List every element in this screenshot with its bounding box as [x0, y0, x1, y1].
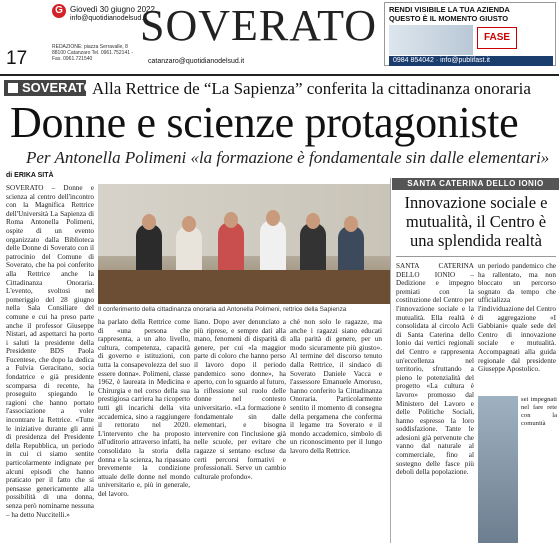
newspaper-email: info@quotidianodelsud.it	[70, 15, 147, 22]
newspaper-logo-icon: G	[52, 4, 66, 18]
sidebar-section-label: SANTA CATERINA DELLO IONIO	[392, 178, 559, 190]
ad-brand-logo: FASE	[477, 27, 517, 49]
ad-subheadline: QUESTO È IL MOMENTO GIUSTO	[389, 14, 509, 23]
photo-person	[338, 226, 364, 270]
city-email: catanzaro@quotidianodelsud.it	[148, 58, 245, 65]
sidebar-headline: Innovazione sociale e mutualità, il Centro è una splendida realtà	[404, 193, 548, 250]
ad-image	[389, 25, 473, 55]
article-column-2: ha parlato della Rettrice come di «una persona che rappresenta, a un alto livello, cultura, competenza, capacità di governo e istituzioni, con tutta la consapevolezza del suo essere donna». Polimeni, classe 1962, è laureata in Medicina e Chirurgia e nel corso della sua prestigiosa carriera ha ricoperto tutti gli incarichi della vita accademica, sino a raggiungere il rettorato nel 2020. L'intervento che ha proposto all'uditorio attraverso infatti, ha consolidato la storia della donna e la scienza, ha ripassato brevemente la condizione attuale delle donne nel mondo universitario e, più in generale, del lavoro.	[98, 318, 190, 498]
article-column-1: SOVERATO – Donne e scienza al centro dell'incontro con la Magnifica Rettrice dell'Università La Sapienza di Roma Antonella Polimeni, ospite di un evento organizzato dalla Biblioteca delle Donne di Soverato con il patrocinio del Comune di Soverato, che ha poi conferito alla Rettrice anche la Cittadinanza Onoraria. L'evento, svoltosi nel pomeriggio del 28 giugno nella Sala Consiliare del comune e cui ha preso parte anche il professor Giuseppe Nistari, ad aspettarci ha porto i saluti la presidente della Presidente BDS Paola Fucentese, che dopo la dedica a Fulvia Geracitano, socia fondatrice e già presidente scomparsa di recente, ha proseguito spiegando le ragioni che hanno portato l'associazione a voler incontrare la Rettrice. «Tutte le iniziative durante gli anni di presidenza del Presidente della Repubblica, un periodo in cui ci siamo sentite particolarmente indignate per alcuni episodi che hanno praticato per il fatto che si pensasse genericamente alla possibilità di una donna, senza però nominarne nessuna – ha detto Nuccitelli.»	[6, 184, 94, 519]
advertisement[interactable]	[384, 2, 556, 66]
article-kicker	[0, 78, 559, 98]
photo-person-head	[224, 212, 238, 228]
article-subheadline: Per Antonella Polimeni «la formazione è fondamentale sin dalle elementari»	[26, 148, 550, 167]
sidebar-column-3: sei impegnati nel fare rete con la comunità	[521, 396, 557, 428]
issue-date: Giovedì 30 giugno 2022	[70, 5, 155, 14]
photo-person-head	[266, 210, 280, 226]
page-header	[0, 0, 559, 72]
sidebar-column-1: SANTA CATERINA DELLO IONIO – Dedizione e impegno premiati con la costituzione del Centro per l'innovazione sociale e la mutualità. Ella realtà è consolidata al circolo Acli di Santa Caterina dello Ionio dai vertici regionali del Centro e rappresenta un'eccellenza nel territorio, sfruttando a pieno le potenzialità del progetto «La cultura è lavoro» promosso dal Ministero del Lavoro e delle Politiche Sociali, hanno espresso la loro soddisfazione. Tante le adesioni già pervenute che vanno dal naturale al commerciale, fino al sostegno delle fasce più deboli della popolazione.	[396, 262, 474, 477]
photo-table	[98, 270, 390, 304]
article-headline: Donne e scienze protagoniste	[10, 98, 519, 147]
photo-person	[218, 222, 244, 270]
photo-person-head	[142, 214, 156, 230]
sidebar-column-2: un periodo pandemico che ha rallentato, ma non bloccato un percorso sognato da tempo che ufficializza l'individuazione del Centro di aggregazione «I Gabbiani» quale sede del Centro di innovazione sociale e mutualità. Accompagnati alla guida regionale dal presidente Giuseppe Apostolico.	[478, 262, 556, 374]
article-column-3: liano. Dopo aver denunciato a più riprese, e sempre dati alla mano, fenomeni di disparità di genere, per cui «la maggior parte di coloro che hanno perso il lavoro dopo il periodo pandemico sono donne», ha aperto, con lo sguardo al futuro, la riflessione sul ruolo delle donne nel contesto universitario. «La formazione è fondamentale sin dalle elementari, e bisogna intervenire con l'inclusione già nelle scuole, per evitare che ragazze si sentano escluse da certi percorsi formativi e professionali. Serve un cambio culturale profondo».	[194, 318, 286, 481]
page-number: 17	[6, 48, 28, 69]
photo-person-head	[344, 216, 358, 232]
header-rule	[0, 74, 559, 76]
section-city-title: SOVERATO	[140, 1, 378, 50]
article-photo	[98, 184, 390, 304]
editorial-address: REDAZIONE: piazza Serravalle, 8 88100 Catanzaro Tel. 0961.752141 - Fax. 0961.721540	[52, 44, 134, 62]
photo-person	[176, 226, 202, 270]
ad-contact: 0984 854042 · info@publifast.it	[389, 56, 553, 66]
photo-person	[300, 223, 326, 270]
article-column-4: ché non solo le ragazze, ma anche i ragazzi siano educati alla parità di genere, per un modo sicuramente più giusto». Al termine del discorso tenuto dalla Rettrice, il sindaco di Soverato Daniele Vacca e l'assessore Emanuele Amoruso, hanno conferito la Cittadinanza Onoraria. Particolarmente sentito il momento di consegna della pergamena che conferma il legame tra Soverato e il mondo accademico, simbolo di un riconoscimento per il lungo lavoro della Rettrice.	[290, 318, 382, 455]
photo-person-head	[306, 213, 320, 229]
article-byline: di ERIKA SITÀ	[6, 172, 54, 179]
kicker-text: Alla Rettrice de “La Sapienza” conferita la cittadinanza onoraria	[92, 79, 531, 98]
column-divider	[390, 178, 391, 543]
photo-caption: Il conferimento della cittadinanza onoraria ad Antonella Polimeni, rettrice della Sapienza	[98, 306, 347, 313]
masthead-logo	[52, 4, 155, 44]
kicker-location-tag: SOVERATO	[4, 80, 86, 96]
ad-headline: RENDI VISIBILE LA TUA AZIENDA	[389, 5, 510, 14]
sidebar-rule	[396, 256, 556, 257]
photo-person	[260, 220, 286, 270]
sidebar-photo	[478, 396, 518, 543]
photo-person	[136, 224, 162, 270]
photo-person-head	[182, 216, 196, 232]
